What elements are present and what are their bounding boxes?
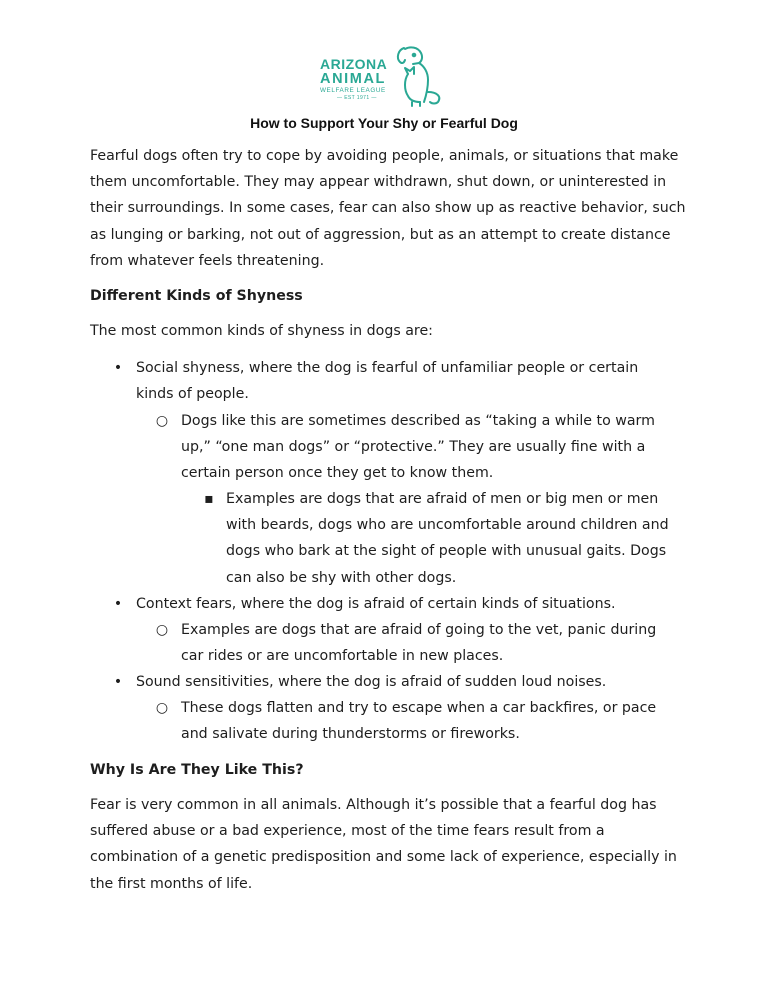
document-title: How to Support Your Shy or Fearful Dog (250, 115, 518, 131)
section-lead: The most common kinds of shyness in dogs are: (90, 323, 433, 339)
bullet-marker: • (113, 360, 123, 376)
circle-marker: ○ (155, 700, 169, 716)
org-logo (320, 44, 450, 110)
section-heading-why: Why Is Are They Like This? (90, 762, 304, 778)
intro-paragraph: Fearful dogs often try to cope by avoiding people, animals, or situations that make them uncomfortable. They may appear withdrawn, shut down, or uninterested in their surroundings. In some cases, fear can also show up as reactive behavior, such as lunging or barking, not out of aggression, but as an attempt to create distance from whatever feels threatening. (90, 148, 686, 269)
circle-marker: ○ (155, 413, 169, 429)
logo-line-4: — EST 1971 — (337, 95, 377, 101)
sub-sub-item-examples: Examples are dogs that are afraid of men or big men or men with beards, dogs who are uncomfortable around children and dogs who bark at the sight of people with unusual gaits. Dogs can also be shy with other dogs. (226, 491, 669, 586)
bullet-marker: • (113, 674, 123, 690)
bullet-marker: • (113, 596, 123, 612)
list-item-context-fears: Context fears, where the dog is afraid of certain kinds of situations. (136, 596, 616, 612)
sub-item-vet-examples: Examples are dogs that are afraid of going to the vet, panic during car rides or are uncomfortable in new places. (181, 622, 657, 665)
circle-marker: ○ (155, 622, 169, 638)
logo-line-1: ARIZONA (320, 56, 388, 72)
sub-item-thunderstorms: These dogs flatten and try to escape when a car backfires, or pace and salivate during thunderstorms or fireworks. (181, 700, 657, 743)
section-heading-kinds: Different Kinds of Shyness (90, 288, 303, 304)
list-item-social-shyness: Social shyness, where the dog is fearful of unfamiliar people or certain kinds of people. (136, 360, 639, 403)
why-paragraph: Fear is very common in all animals. Although it’s possible that a fearful dog has suffered abuse or a bad experience, most of the time fears result from a combination of a genetic predisposition and some lack of experience, especially in the first months of life. (90, 797, 677, 892)
logo-line-3: WELFARE LEAGUE (320, 87, 386, 94)
dog-and-cat-logo-icon (394, 44, 448, 110)
sub-item-warm-up: Dogs like this are sometimes described as “taking a while to warm up,” “one man dogs” or “protective.” They are usually fine with a certain person once they get to know them. (181, 413, 655, 482)
square-marker: ▪ (204, 491, 214, 507)
logo-line-2: ANIMAL (320, 71, 386, 87)
list-item-sound-sensitivities: Sound sensitivities, where the dog is afraid of sudden loud noises. (136, 674, 607, 690)
